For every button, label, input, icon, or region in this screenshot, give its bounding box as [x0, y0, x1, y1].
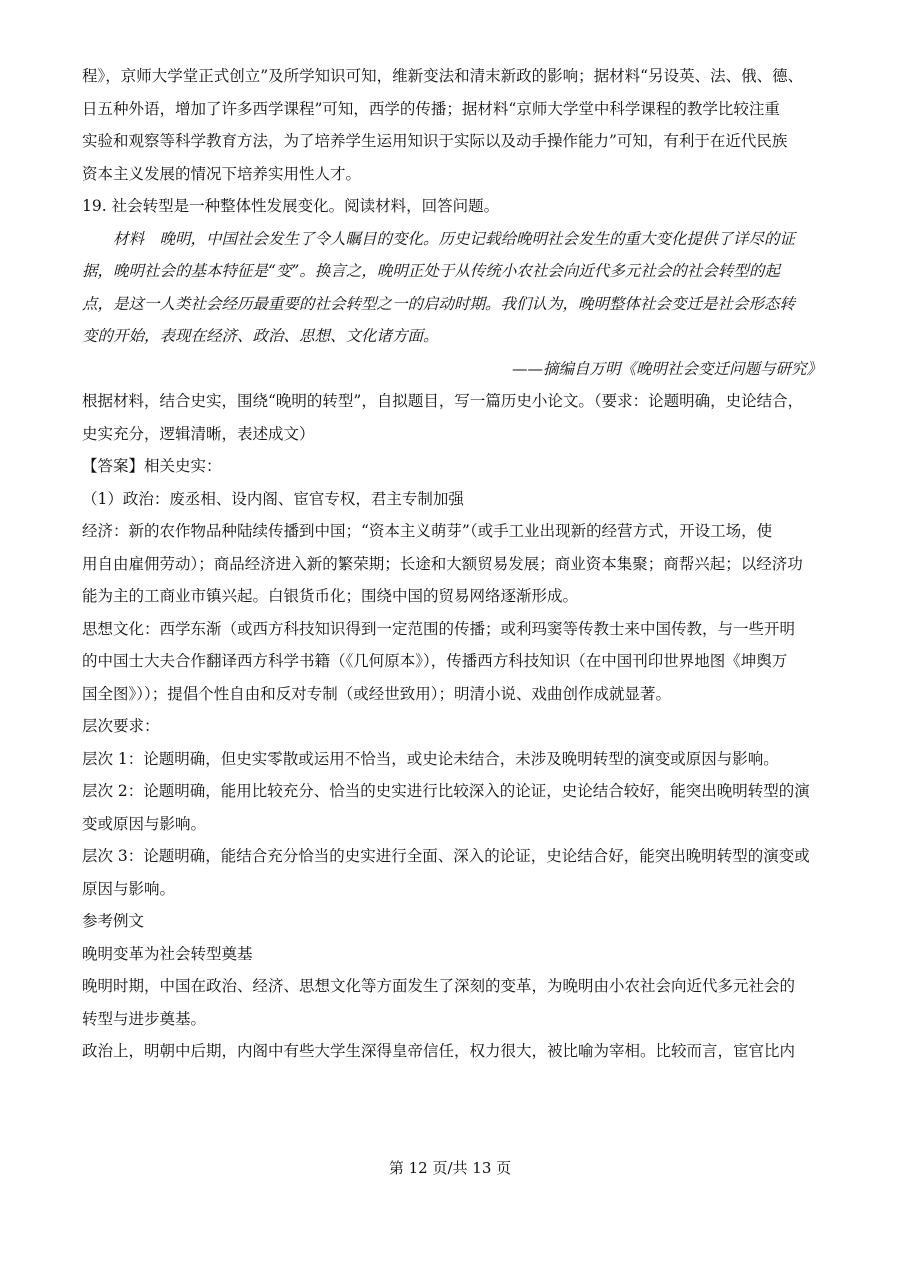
essay-title: 晚明变革为社会转型奠基 — [82, 944, 253, 963]
text-line: 思想文化：西学东渐（或西方科技知识得到一定范围的传播；或利玛窦等传教士来中国传教，与一些开明 — [82, 619, 796, 638]
text-line: 用自由雇佣劳动）；商品经济进入新的繁荣期；长途和大额贸易发展；商业资本集聚；商帮兴起；以经济功 — [82, 554, 803, 573]
text-line: 转型与进步奠基。 — [82, 1009, 207, 1028]
text-line: 层次 2：论题明确，能用比较充分、恰当的史实进行比较深入的论证，史论结合较好，能突出晚明转型的演 — [82, 782, 810, 800]
text-line: 程》，京师大学堂正式创立”及所学知识可知，维新变法和清末新政的影响；据材料“另设英、法、俄、德、 — [82, 67, 804, 85]
material-line: 点，是这一人类社会经历最重要的社会转型之一的启动时期。我们认为，晚明整体社会变迁是社会形态转 — [82, 294, 796, 313]
material-line: 变的开始，表现在经济、政治、思想、文化诸方面。 — [82, 327, 439, 345]
text-line: 资本主义发展的情况下培养实用性人才。 — [82, 164, 362, 183]
text-line: 的中国士大夫合作翻译西方科学书籍（《几何原本》），传播西方科技知识（在中国刊印世界地图《坤舆万 — [82, 652, 788, 670]
page-number: 第 12 页/共 13 页 — [388, 1159, 512, 1177]
text-line: 经济：新的农作物品种陆续传播到中国；“资本主义萌芽”（或手工业出现新的经营方式，开设工场，使 — [82, 522, 773, 540]
text-line: 史实充分，逻辑清晰，表述成文） — [82, 424, 315, 443]
material-source: ——摘编自万明《晚明社会变迁问题与研究》 — [511, 359, 822, 378]
text-line: 根据材料，结合史实，围绕“晚明的转型”，自拟题目，写一篇历史小论文。（要求：论题明确，史论结合， — [82, 392, 804, 410]
material-line: 据，晚明社会的基本特征是“变”。换言之，晚明正处于从传统小农社会向近代多元社会的社会转型的起 — [82, 262, 780, 280]
text-line: 日五种外语，增加了许多西学课程”可知，西学的传播；据材料“京师大学堂中科学课程的教学比较注重 — [82, 99, 780, 118]
text-line: 层次要求： — [82, 717, 160, 735]
text-line: 层次 1：论题明确，但史实零散或运用不恰当，或史论未结合，未涉及晚明转型的演变或原因与影响。 — [82, 749, 779, 768]
text-line: 变或原因与影响。 — [82, 814, 207, 833]
text-line: 原因与影响。 — [82, 879, 176, 898]
text-line: 政治上，明朝中后期，内阁中有些大学生深得皇帝信任，权力很大，被比喻为宰相。比较而言，宦官比内 — [82, 1042, 796, 1060]
text-line: 国全图》））；提倡个性自由和反对专制（或经世致用）；明清小说、戏曲创作成就显著。 — [82, 684, 672, 703]
document-body — [82, 60, 822, 1068]
text-line: 晚明时期，中国在政治、经济、思想文化等方面发生了深刻的变革，为晚明由小农社会向近代多元社会的 — [82, 977, 796, 995]
answer-heading: 【答案】相关史实： — [82, 457, 222, 475]
material-line: 材料 晚明，中国社会发生了令人瞩目的变化。历史记载给晚明社会发生的重大变化提供了详尽的证 — [113, 229, 796, 248]
text-line: （1）政治：废丞相、设内阁、宦官专权，君主专制加强 — [82, 489, 464, 508]
text-line: 实验和观察等科学教育方法，为了培养学生运用知识于实际以及动手操作能力”可知，有利于在近代民族 — [82, 132, 788, 150]
question-heading: 19. 社会转型是一种整体性发展变化。阅读材料，回答问题。 — [82, 197, 500, 215]
text-line: 参考例文 — [82, 912, 145, 930]
text-line: 层次 3：论题明确，能结合充分恰当的史实进行全面、深入的论证，史论结合好，能突出晚明转型的演变或 — [82, 847, 810, 865]
text-line: 能为主的工商业市镇兴起。白银货币化；围绕中国的贸易网络逐渐形成。 — [82, 587, 579, 605]
